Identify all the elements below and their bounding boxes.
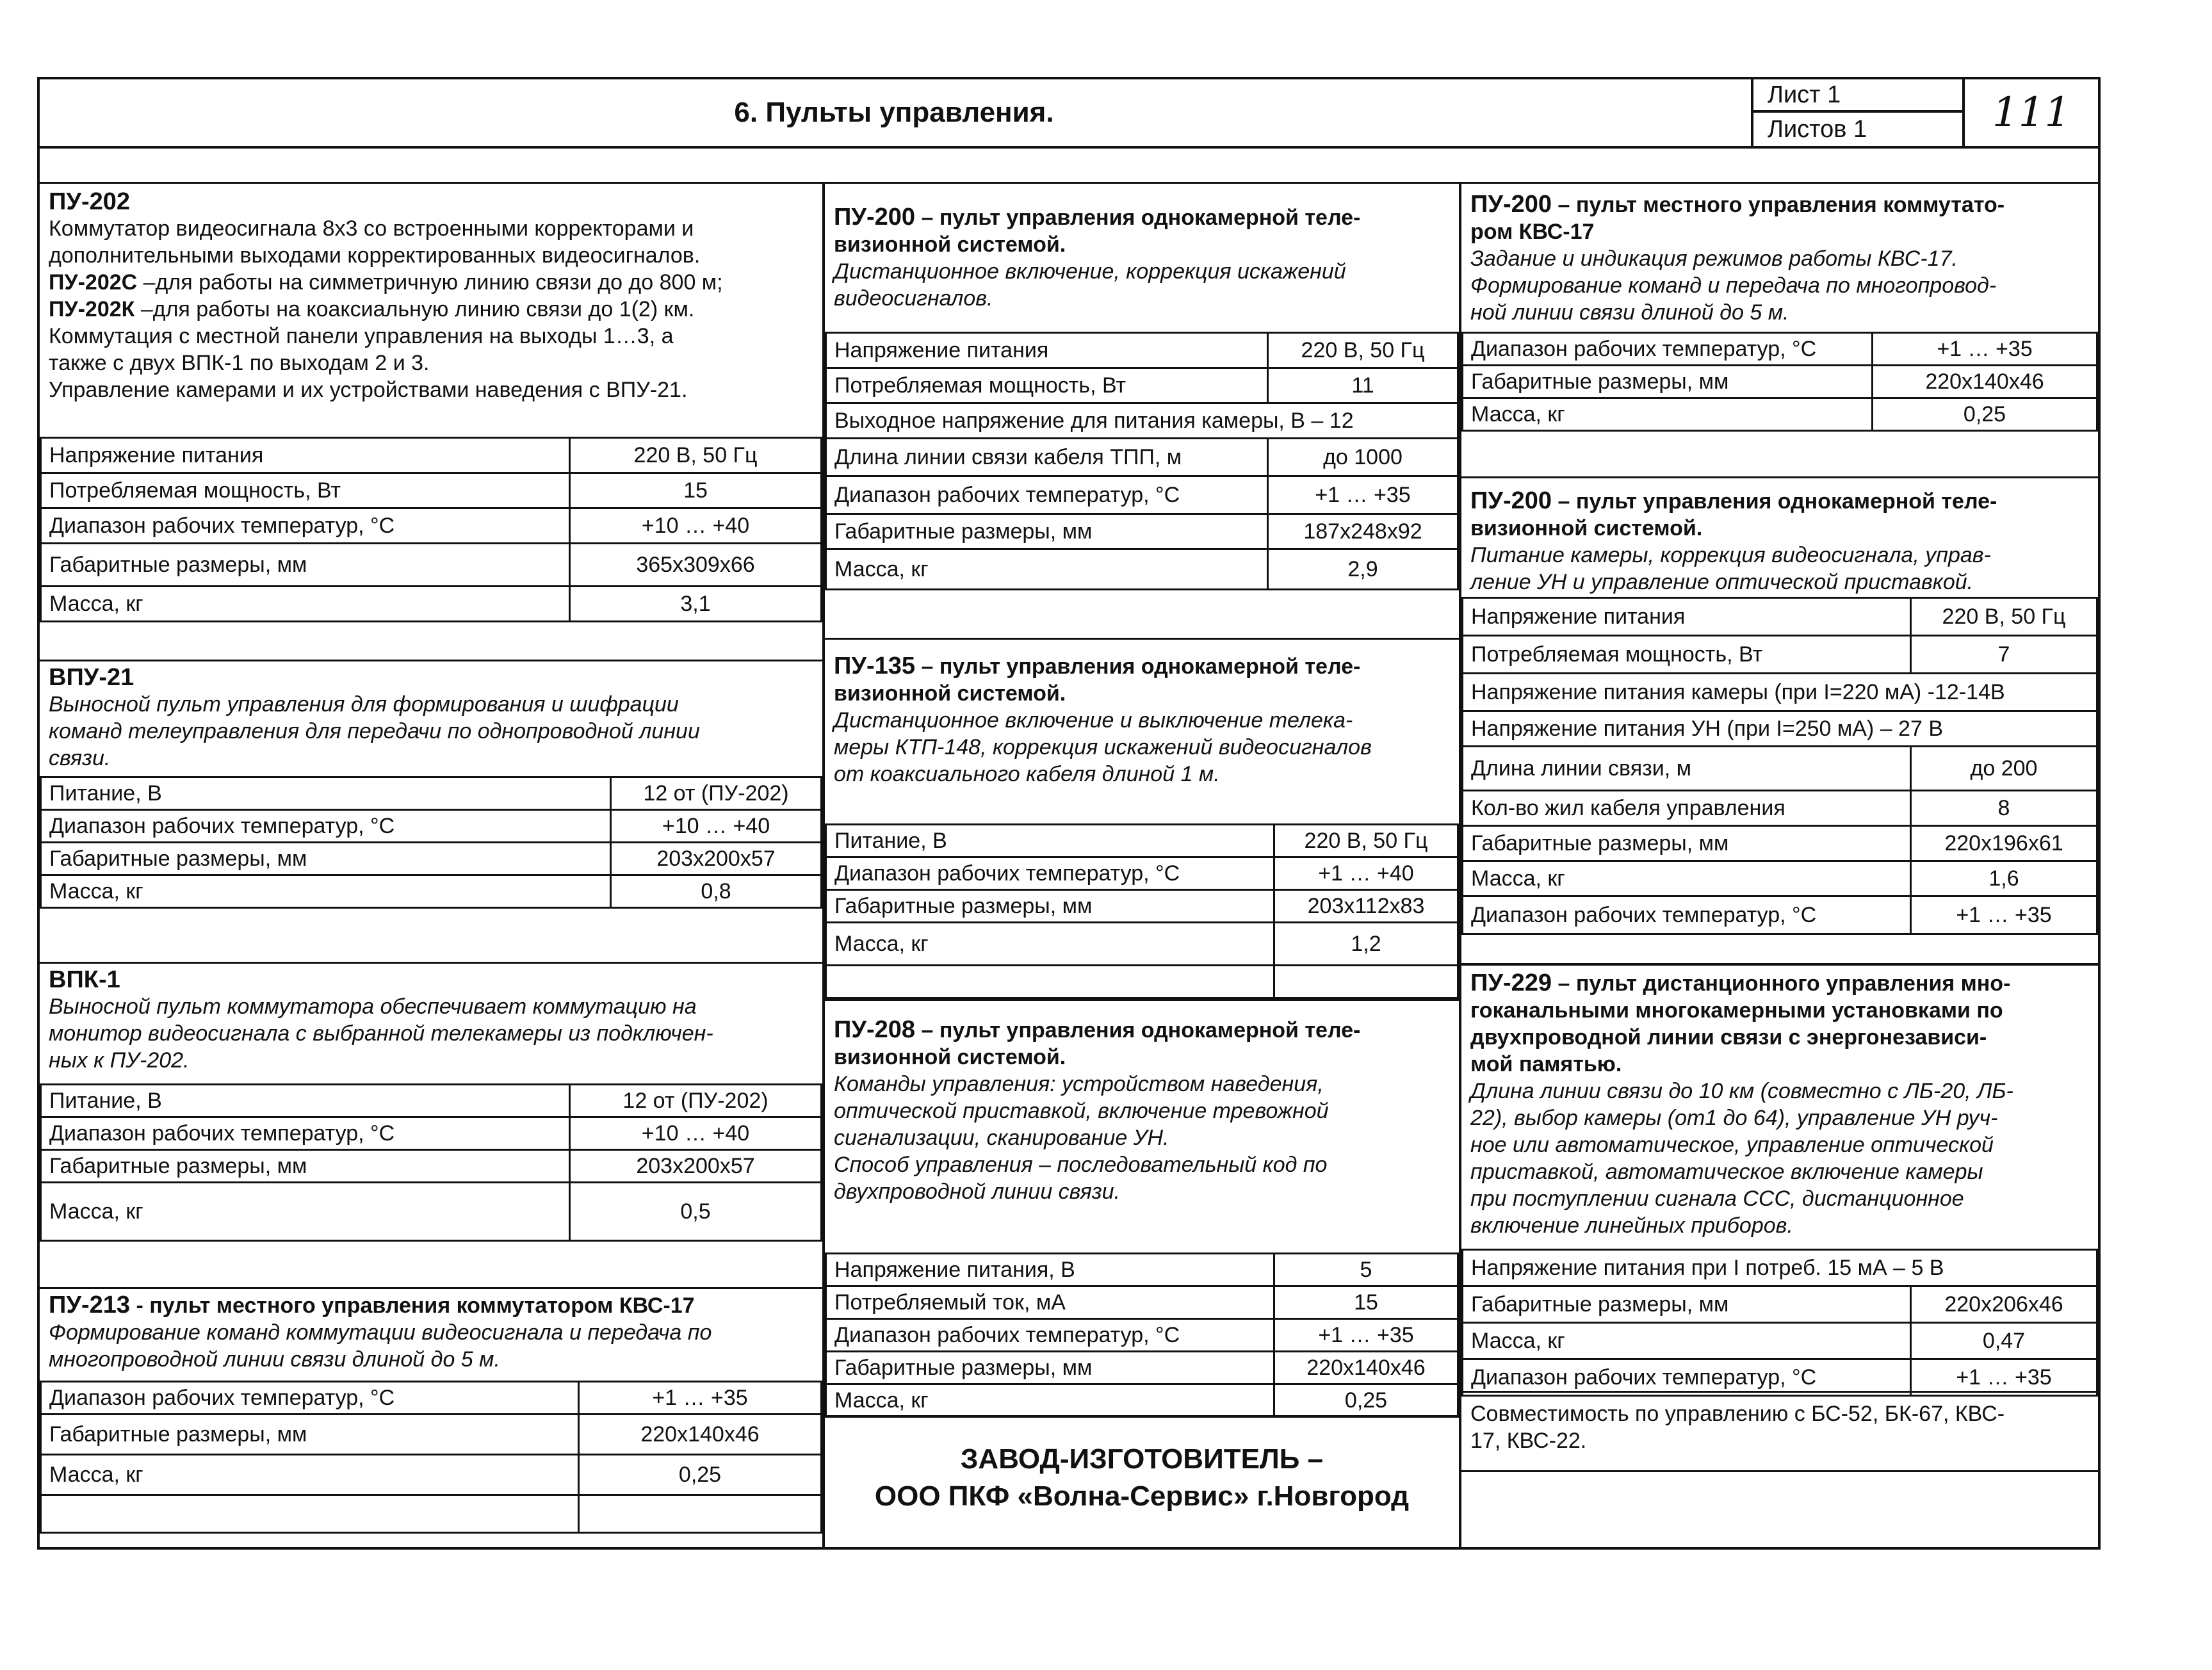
table-row xyxy=(1463,1286,2097,1323)
pu200-local-desc-1: Задание и индикация режимов работы КВС-17. xyxy=(1470,247,1958,271)
spec-value: +1 … +35 xyxy=(1911,896,2097,934)
vpu21-desc-1: Выносной пульт управления для формирования и шифрации xyxy=(49,692,679,717)
table-row xyxy=(41,587,822,622)
pu202-spec-table xyxy=(40,437,822,622)
pu200-local-title: ПУ-200 xyxy=(1470,191,1552,218)
pu202-line-2: дополнительными выходами корректированных видеосигналов. xyxy=(49,243,701,268)
spec-label: Масса, кг xyxy=(41,875,611,908)
vpk1-desc-3: ных к ПУ-202. xyxy=(49,1048,190,1073)
pu229-title-rest-3: двухпроводной линии связи с энергонезависи- xyxy=(1470,1025,1987,1050)
spec-label: Диапазон рабочих температур, °С xyxy=(826,1319,1274,1352)
spec-label: Масса, кг xyxy=(826,1384,1274,1417)
spec-value: 0,25 xyxy=(579,1455,822,1495)
pu229-desc-1: Длина линии связи до 10 км (совместно с ЛБ-20, ЛБ- xyxy=(1470,1079,2013,1103)
spec-value: до 1000 xyxy=(1268,439,1458,476)
spec-value: 0,5 xyxy=(570,1183,822,1241)
spec-label: Диапазон рабочих температур, °С xyxy=(41,1382,579,1415)
spec-value: 8 xyxy=(1911,791,2097,826)
blank-cell xyxy=(1461,1470,2098,1550)
spec-label: Питание, В xyxy=(41,1085,570,1117)
pu200-local-desc-3: ной линии связи длиной до 5 м. xyxy=(1470,300,1789,325)
table-row xyxy=(826,549,1458,590)
pu202k-text: –для работы на коаксиальную линию связи до 1(2) км. xyxy=(134,297,695,321)
spec-label: Кол-во жил кабеля управления xyxy=(1463,791,1911,826)
spec-value: 220х206х46 xyxy=(1911,1286,2097,1323)
spec-label: Масса, кг xyxy=(41,1183,570,1241)
table-row xyxy=(826,1286,1458,1319)
table-row xyxy=(41,544,822,587)
table-row xyxy=(1463,826,2097,861)
pu208-title-rest-1: – пульт управления однокамерной теле- xyxy=(915,1018,1361,1042)
spec-value: 220 В, 50 Гц xyxy=(1274,825,1458,857)
spec-value: 220 В, 50 Гц xyxy=(1911,598,2097,636)
pu200-title-rest-2: визионной системой. xyxy=(834,232,1066,257)
pu202-tail-3: Управление камерами и их устройствами наведения с ВПУ-21. xyxy=(49,378,688,402)
spec-value: +1 … +35 xyxy=(1873,333,2097,366)
table-row xyxy=(826,857,1458,890)
spec-value: 15 xyxy=(1274,1286,1458,1319)
pu229-desc-5: при поступлении сигнала ССС, дистанционное xyxy=(1470,1187,1964,1211)
spec-label: Масса, кг xyxy=(1463,1323,1911,1359)
pu202k-name: ПУ-202К xyxy=(49,297,135,321)
table-row xyxy=(41,1455,822,1495)
table-row xyxy=(41,438,822,473)
spec-label: Диапазон рабочих температур, °С xyxy=(1463,1359,1911,1396)
table-row xyxy=(1463,366,2097,398)
pu200b-desc-1: Питание камеры, коррекция видеосигнала, управ- xyxy=(1470,543,1991,567)
spec-label: Диапазон рабочих температур, °С xyxy=(41,508,570,544)
table-row xyxy=(41,1183,822,1241)
spec-label: Длина линии связи, м xyxy=(1463,747,1911,791)
pu208-desc-3: сигнализации, сканирование УН. xyxy=(834,1126,1169,1150)
spec-label: Потребляемый ток, мА xyxy=(826,1286,1274,1319)
spec-label: Питание, В xyxy=(826,825,1274,857)
table-row xyxy=(826,333,1458,368)
table-row xyxy=(1463,674,2097,711)
vpk1-description xyxy=(40,962,822,1083)
spec-value: 1,2 xyxy=(1274,923,1458,966)
pu229-compat-1: Совместимость по управлению с БС-52, БК-67, КВС- xyxy=(1470,1402,2005,1426)
pu200-local-title-rest-1: – пульт местного управления коммутато- xyxy=(1552,193,2005,217)
table-row xyxy=(826,403,1458,439)
sheet-number: 111 xyxy=(1962,79,2098,146)
table-row xyxy=(826,476,1458,514)
manufacturer-line-2: ООО ПКФ «Волна-Сервис» г.Новгород xyxy=(874,1480,1410,1512)
table-row xyxy=(826,1384,1458,1417)
spec-label: Габаритные размеры, мм xyxy=(41,544,570,587)
page-title: 6. Пульты управления. xyxy=(734,97,1054,128)
pu208-desc-5: двухпроводной линии связи. xyxy=(834,1180,1120,1204)
table-row xyxy=(1463,896,2097,934)
pu200b-title: ПУ-200 xyxy=(1470,487,1552,514)
table-row xyxy=(41,1150,822,1183)
pu135-description xyxy=(825,638,1459,823)
spec-label: Масса, кг xyxy=(826,549,1268,590)
pu200-local-title-rest-2: ром КВС-17 xyxy=(1470,220,1595,244)
spec-label: Габаритные размеры, мм xyxy=(41,843,611,875)
pu208-title: ПУ-208 xyxy=(834,1016,916,1043)
table-row xyxy=(41,777,822,810)
spec-label: Габаритные размеры, мм xyxy=(1463,826,1911,861)
pu229-title-rest-2: гоканальными многокамерными установками по xyxy=(1470,998,2003,1023)
pu202-description xyxy=(40,186,822,435)
pu200-local-spec-table xyxy=(1461,332,2098,432)
pu213-spec-table xyxy=(40,1381,822,1534)
spec-label: Масса, кг xyxy=(41,587,570,622)
table-row xyxy=(41,1117,822,1150)
pu208-desc-2: оптической приставкой, включение тревожной xyxy=(834,1099,1329,1123)
pu200-spec-table xyxy=(825,332,1459,590)
spec-label: Напряжение питания при I потреб. 15 мА – 5 В xyxy=(1463,1250,2097,1286)
spec-value: 220х140х46 xyxy=(579,1415,822,1455)
table-row xyxy=(1463,333,2097,366)
table-row xyxy=(826,890,1458,923)
vpu21-title: ВПУ-21 xyxy=(49,664,134,691)
pu229-desc-4: приставкой, автоматическое включение камеры xyxy=(1470,1160,1983,1184)
table-row xyxy=(41,875,822,908)
spec-value: 220 В, 50 Гц xyxy=(570,438,822,473)
vpk1-title: ВПК-1 xyxy=(49,966,120,993)
spec-value: 7 xyxy=(1911,636,2097,674)
spec-value: +1 … +40 xyxy=(1274,857,1458,890)
pu202c-name: ПУ-202С xyxy=(49,270,138,295)
column-1 xyxy=(40,186,822,1550)
pu202-tail-2: также с двух ВПК-1 по выходам 2 и 3. xyxy=(49,351,430,375)
pu135-title-rest-1: – пульт управления однокамерной теле- xyxy=(915,654,1361,679)
table-row xyxy=(826,439,1458,476)
spec-value: 203х200х57 xyxy=(611,843,822,875)
table-row xyxy=(826,368,1458,403)
spec-label: Длина линии связи кабеля ТПП, м xyxy=(826,439,1268,476)
column-2 xyxy=(825,186,1459,1550)
spec-label: Габаритные размеры, мм xyxy=(1463,1286,1911,1323)
spec-value: 1,6 xyxy=(1911,861,2097,896)
spec-label: Диапазон рабочих температур, °С xyxy=(826,476,1268,514)
table-row xyxy=(1463,598,2097,636)
pu202c-text: –для работы на симметричную линию связи до до 800 м; xyxy=(137,270,723,295)
spec-label: Потребляемая мощность, Вт xyxy=(826,368,1268,403)
table-row xyxy=(826,966,1458,998)
pu135-title: ПУ-135 xyxy=(834,653,916,679)
spec-label: Масса, кг xyxy=(1463,861,1911,896)
pu200-desc-1: Дистанционное включение, коррекция искажений xyxy=(834,259,1346,284)
vpk1-desc-1: Выносной пульт коммутатора обеспечивает коммутацию на xyxy=(49,994,697,1019)
spec-value: 2,9 xyxy=(1268,549,1458,590)
spec-value: 3,1 xyxy=(570,587,822,622)
spec-label: Габаритные размеры, мм xyxy=(41,1415,579,1455)
pu229-compat xyxy=(1461,1391,2098,1461)
pu213-desc-2: многопроводной линии связи длиной до 5 м. xyxy=(49,1347,500,1372)
spec-value: 0,25 xyxy=(1274,1384,1458,1417)
pu229-spec-table xyxy=(1461,1249,2098,1397)
spec-value: +10 … +40 xyxy=(611,810,822,843)
pu202-title: ПУ-202 xyxy=(49,188,131,215)
pu229-title-rest-4: мой памятью. xyxy=(1470,1052,1622,1076)
pu135-desc-1: Дистанционное включение и выключение телека- xyxy=(834,708,1353,733)
spec-value: 187х248х92 xyxy=(1268,514,1458,549)
pu200-description xyxy=(825,186,1459,332)
spec-label: Потребляемая мощность, Вт xyxy=(1463,636,1911,674)
table-row xyxy=(1463,711,2097,747)
spec-value: +1 … +35 xyxy=(1911,1359,2097,1396)
table-row xyxy=(1463,861,2097,896)
table-row xyxy=(1463,1323,2097,1359)
table-row xyxy=(1463,1250,2097,1286)
pu208-description xyxy=(825,999,1459,1208)
pu208-spec-table xyxy=(825,1252,1459,1418)
pu229-title: ПУ-229 xyxy=(1470,969,1552,996)
sheet-label: Лист 1 xyxy=(1753,79,1962,113)
spec-value: 5 xyxy=(1274,1254,1458,1286)
title-bar xyxy=(37,77,2101,149)
spec-label: Масса, кг xyxy=(1463,398,1873,431)
spec-label: Питание, В xyxy=(41,777,611,810)
pu200-title-rest-1: – пульт управления однокамерной теле- xyxy=(915,206,1361,230)
spec-label: Напряжение питания xyxy=(826,333,1268,368)
pu229-description xyxy=(1461,963,2098,1249)
table-row xyxy=(41,843,822,875)
column-3 xyxy=(1461,186,2098,1550)
manufacturer-line-1: ЗАВОД-ИЗГОТОВИТЕЛЬ – xyxy=(960,1443,1324,1475)
table-row xyxy=(1463,747,2097,791)
table-row xyxy=(41,1415,822,1455)
spec-value: 220х196х61 xyxy=(1911,826,2097,861)
spec-label: Масса, кг xyxy=(826,923,1274,966)
table-row xyxy=(41,810,822,843)
table-row xyxy=(826,514,1458,549)
vpu21-description xyxy=(40,660,822,776)
pu229-compat-2: 17, КВС-22. xyxy=(1470,1429,1587,1453)
spec-value: +10 … +40 xyxy=(570,508,822,544)
pu200-desc-2: видеосигналов. xyxy=(834,286,993,311)
spec-value: до 200 xyxy=(1911,747,2097,791)
pu202-tail-1: Коммутация с местной панели управления на выходы 1…3, а xyxy=(49,324,674,348)
pu208-desc-1: Команды управления: устройством наведения, xyxy=(834,1072,1324,1096)
pu200-local-description xyxy=(1461,186,2098,332)
pu229-desc-6: включение линейных приборов. xyxy=(1470,1213,1793,1238)
spec-label: Напряжение питания xyxy=(1463,598,1911,636)
pu202-line-1: Коммутатор видеосигнала 8х3 со встроенными корректорами и xyxy=(49,216,694,241)
pu200b-description xyxy=(1461,476,2098,597)
spec-label: Габаритные размеры, мм xyxy=(1463,366,1873,398)
pu213-title-rest: - пульт местного управления коммутатором КВС-17 xyxy=(130,1293,695,1318)
spec-label: Габаритные размеры, мм xyxy=(826,1352,1274,1384)
pu135-spec-table xyxy=(825,823,1459,999)
spec-value: 220 В, 50 Гц xyxy=(1268,333,1458,368)
table-row xyxy=(826,923,1458,966)
table-row xyxy=(826,1352,1458,1384)
table-row xyxy=(1463,791,2097,826)
top-rule xyxy=(37,182,2101,184)
spec-label: Диапазон рабочих температур, °С xyxy=(1463,333,1873,366)
vpu21-desc-2: команд телеуправления для передачи по однопроводной линии xyxy=(49,719,700,743)
pu208-title-rest-2: визионной системой. xyxy=(834,1045,1066,1069)
table-row xyxy=(41,508,822,544)
spec-value: 12 от (ПУ-202) xyxy=(611,777,822,810)
table-row xyxy=(1463,1359,2097,1396)
spec-label: Напряжение питания камеры (при I=220 мА) -12-14В xyxy=(1463,674,2097,711)
pu200b-title-rest-2: визионной системой. xyxy=(1470,516,1703,540)
spec-label: Диапазон рабочих температур, °С xyxy=(1463,896,1911,934)
spec-value: 220х140х46 xyxy=(1873,366,2097,398)
spec-value: 203х200х57 xyxy=(570,1150,822,1183)
table-row xyxy=(826,1254,1458,1286)
table-row xyxy=(1463,636,2097,674)
pu200-title: ПУ-200 xyxy=(834,204,916,231)
spec-value: 0,8 xyxy=(611,875,822,908)
pu213-title: ПУ-213 xyxy=(49,1292,131,1318)
spec-label: Диапазон рабочих температур, °С xyxy=(826,857,1274,890)
spec-value: 0,25 xyxy=(1873,398,2097,431)
pu135-desc-2: меры КТП-148, коррекция искажений видеосигналов xyxy=(834,735,1372,759)
spec-value: 15 xyxy=(570,473,822,508)
spec-value: +1 … +35 xyxy=(579,1382,822,1415)
spec-label: Габаритные размеры, мм xyxy=(826,514,1268,549)
spec-value: +1 … +35 xyxy=(1274,1319,1458,1352)
spec-value: 12 от (ПУ-202) xyxy=(570,1085,822,1117)
table-row xyxy=(826,825,1458,857)
spec-label: Диапазон рабочих температур, °С xyxy=(41,1117,570,1150)
sheets-label: Листов 1 xyxy=(1768,116,1867,143)
pu200b-title-rest-1: – пульт управления однокамерной теле- xyxy=(1552,489,1997,514)
table-row xyxy=(41,1085,822,1117)
spec-value: +1 … +35 xyxy=(1268,476,1458,514)
pu135-title-rest-2: визионной системой. xyxy=(834,681,1066,706)
pu213-desc-1: Формирование команд коммутации видеосигнала и передача по xyxy=(49,1320,712,1345)
vpu21-spec-table xyxy=(40,776,822,909)
pu229-desc-2: 22), выбор камеры (от1 до 64), управление УН руч- xyxy=(1470,1106,1998,1130)
spec-label: Габаритные размеры, мм xyxy=(826,890,1274,923)
spec-label: Напряжение питания УН (при I=250 мА) – 27 В xyxy=(1463,711,2097,747)
pu229-title-rest-1: – пульт дистанционного управления мно- xyxy=(1552,971,2011,996)
spec-value: 11 xyxy=(1268,368,1458,403)
sheet-box xyxy=(1751,79,1962,146)
spec-label: Диапазон рабочих температур, °С xyxy=(41,810,611,843)
spec-value: 203х112х83 xyxy=(1274,890,1458,923)
spec-value: +10 … +40 xyxy=(570,1117,822,1150)
spec-label: Выходное напряжение для питания камеры, В – 12 xyxy=(826,403,1458,439)
pu200b-desc-2: ление УН и управление оптической приставкой. xyxy=(1470,570,1974,594)
table-row xyxy=(41,1382,822,1415)
manufacturer-box xyxy=(825,1415,1459,1550)
table-row xyxy=(826,1319,1458,1352)
vpu21-desc-3: связи. xyxy=(49,746,111,770)
table-row xyxy=(41,1495,822,1533)
table-row xyxy=(41,473,822,508)
spec-label: Потребляемая мощность, Вт xyxy=(41,473,570,508)
spec-label: Напряжение питания xyxy=(41,438,570,473)
spec-value: 220х140х46 xyxy=(1274,1352,1458,1384)
pu135-desc-3: от коаксиального кабеля длиной 1 м. xyxy=(834,762,1220,786)
pu208-desc-4: Способ управления – последовательный код по xyxy=(834,1153,1328,1177)
vpk1-desc-2: монитор видеосигнала с выбранной телекамеры из подключен- xyxy=(49,1021,713,1046)
pu200-local-desc-2: Формирование команд и передача по многопровод- xyxy=(1470,273,1997,298)
spec-label: Габаритные размеры, мм xyxy=(41,1150,570,1183)
table-row xyxy=(1463,398,2097,431)
spec-label: Напряжение питания, В xyxy=(826,1254,1274,1286)
spec-label: Масса, кг xyxy=(41,1455,579,1495)
vpk1-spec-table xyxy=(40,1083,822,1242)
spec-value: 365х309х66 xyxy=(570,544,822,587)
pu229-desc-3: ное или автоматическое, управление оптической xyxy=(1470,1133,1994,1157)
pu200b-spec-table xyxy=(1461,597,2098,935)
spec-value: 0,47 xyxy=(1911,1323,2097,1359)
pu213-description xyxy=(40,1287,822,1383)
